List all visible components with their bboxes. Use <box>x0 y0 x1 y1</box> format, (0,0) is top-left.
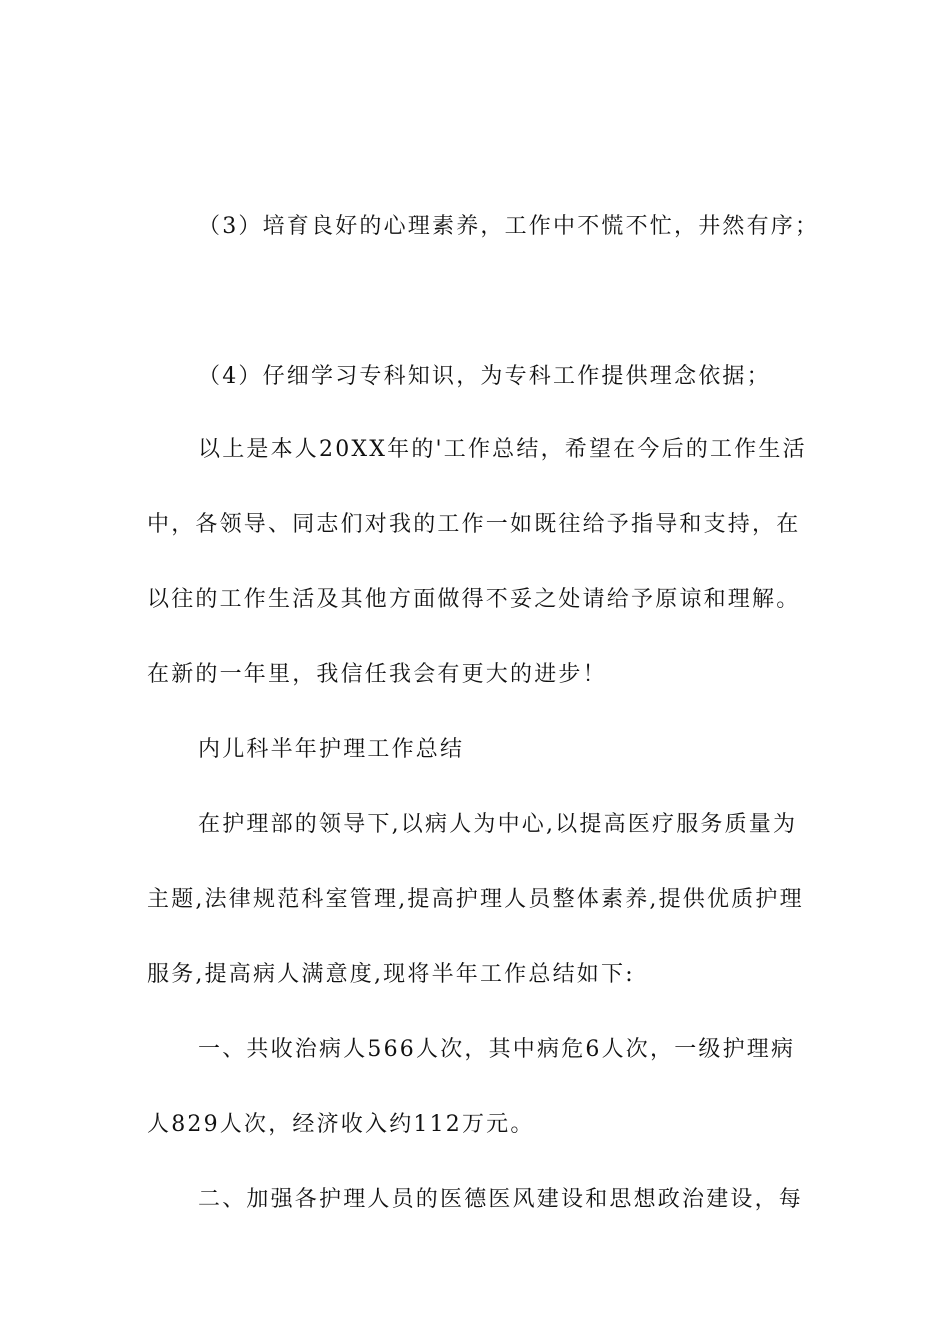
point-two-line-1: 二、加强各护理人员的医德医风建设和思想政治建设，每 <box>198 1187 804 1212</box>
section-title: 内儿科半年护理工作总结 <box>198 737 465 762</box>
summary-paragraph-line-2: 中，各领导、同志们对我的工作一如既往给予指导和支持，在 <box>147 512 801 537</box>
intro-paragraph-line-2: 主题,法律规范科室管理,提高护理人员整体素养,提供优质护理 <box>147 887 804 912</box>
item-3-line: （3）培育良好的心理素养，工作中不慌不忙，井然有序； <box>198 214 820 239</box>
summary-paragraph-line-3: 以往的工作生活及其他方面做得不妥之处请给予原谅和理解。 <box>147 587 801 612</box>
summary-paragraph-line-4: 在新的一年里，我信任我会有更大的进步！ <box>147 662 607 687</box>
summary-paragraph-line-1: 以上是本人20XX年的'工作总结，希望在今后的工作生活 <box>198 437 807 462</box>
intro-paragraph-line-1: 在护理部的领导下,以病人为中心,以提高医疗服务质量为 <box>198 812 798 837</box>
point-one-line-2: 人829人次，经济收入约112万元。 <box>147 1112 535 1137</box>
item-4-line: （4）仔细学习专科知识，为专科工作提供理念依据； <box>198 364 771 389</box>
intro-paragraph-line-3: 服务,提高病人满意度,现将半年工作总结如下: <box>147 962 635 987</box>
point-one-line-1: 一、共收治病人566人次，其中病危6人次，一级护理病 <box>198 1037 796 1062</box>
